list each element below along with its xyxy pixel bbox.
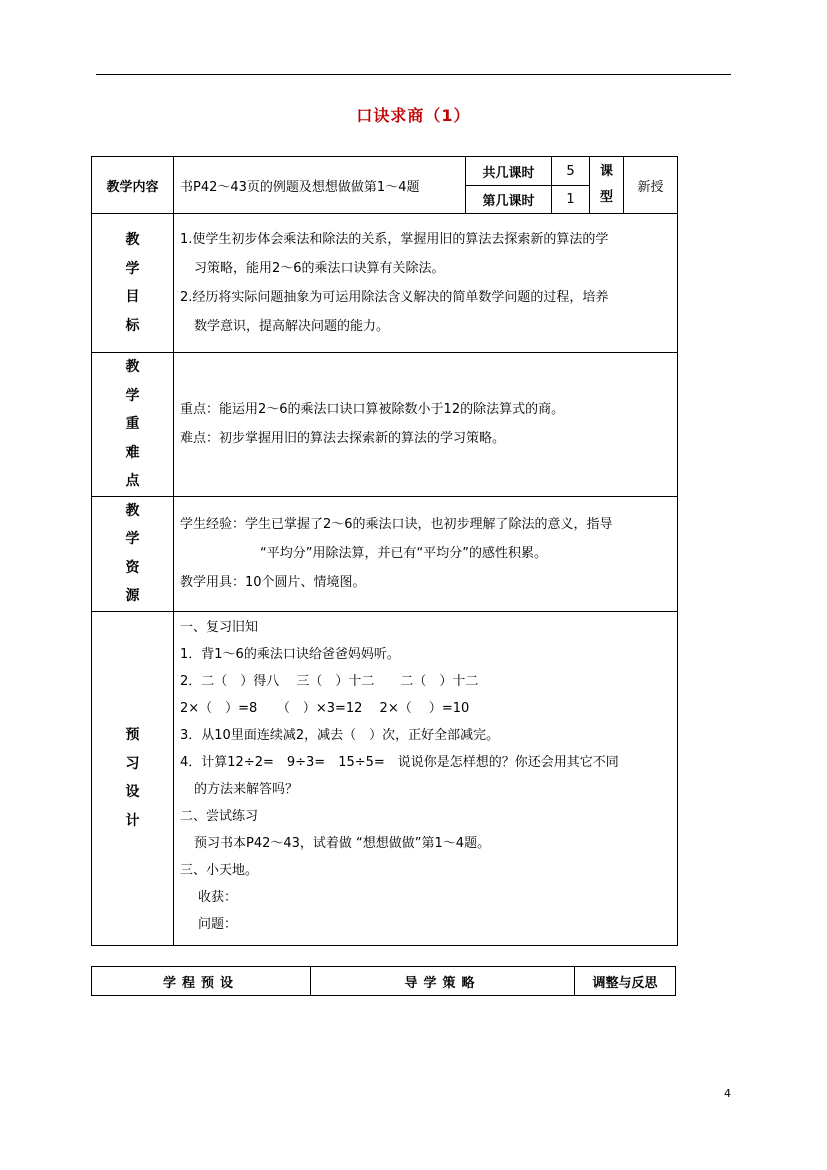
content-value: 书P42～43页的例题及想想做做第1～4题	[174, 157, 466, 214]
resources-line: 学生经验：学生已掌握了2～6的乘法口诀，也初步理解了除法的意义，指导	[180, 517, 613, 532]
content-label: 教学内容	[92, 157, 174, 214]
preview-line: 2×（ ）=8 （ ）×3=12 2×（ ）=10	[180, 700, 470, 716]
preview-line: 的方法来解答吗？	[194, 781, 299, 797]
preview-label: 预 习 设 计	[92, 611, 174, 945]
lesson-type-label-1: 课	[599, 164, 613, 179]
goals-line: 数学意识，提高解决问题的能力。	[194, 319, 390, 334]
keypoints-line: 难点：初步掌握用旧的算法去探索新的算法的学习策略。	[180, 431, 506, 447]
lesson-plan-table	[91, 156, 678, 946]
resources-content	[174, 496, 678, 611]
keypoints-label: 教 学 重 难 点	[92, 353, 174, 497]
goals-line: 习策略，能用2～6的乘法口诀算有关除法。	[194, 261, 445, 276]
page-number: 4	[724, 1087, 731, 1100]
footer-table	[91, 966, 676, 996]
resources-label: 教 学 资 源	[92, 496, 174, 611]
preview-line: 二、尝试练习	[180, 808, 259, 824]
goals-content	[174, 214, 678, 353]
current-lesson-value: 1	[552, 186, 590, 214]
keypoints-line: 重点：能运用2～6的乘法口诀口算被除数小于12的除法算式的商。	[180, 402, 565, 418]
footer-col-reflection: 调整与反思	[575, 967, 676, 996]
lesson-type-label	[590, 157, 624, 214]
keypoints-content	[174, 353, 678, 497]
goals-line: 1.使学生初步体会乘法和除法的关系，掌握用旧的算法去探索新的算法的学	[180, 232, 609, 247]
preview-line: 收获：	[198, 889, 238, 905]
goals-label: 教 学 目 标	[92, 214, 174, 353]
header-rule	[96, 74, 731, 75]
total-lessons-label: 共几课时	[466, 157, 552, 186]
preview-line: 三、小天地。	[180, 862, 259, 878]
preview-content	[174, 611, 678, 945]
preview-line: 问题：	[198, 916, 238, 932]
preview-line: 4．计算12÷2= 9÷3= 15÷5= 说说你是怎样想的？你还会用其它不同	[180, 754, 619, 770]
footer-col-strategy: 导学策略	[311, 967, 575, 996]
resources-line: “平均分”用除法算，并已有“平均分”的感性积累。	[260, 546, 547, 561]
preview-line: 预习书本P42～43，试着做 “想想做做”第1～4题。	[194, 835, 491, 851]
resources-line: 教学用具：10个圆片、情境图。	[180, 575, 366, 590]
page-title: 口诀求商（1）	[356, 106, 471, 125]
preview-line: 一、复习旧知	[180, 619, 259, 635]
lesson-type-value: 新授	[624, 157, 678, 214]
footer-col-process: 学程预设	[92, 967, 311, 996]
preview-line: 3．从10里面连续减2，减去（ ）次，正好全部减完。	[180, 727, 500, 743]
preview-line: 1．背1～6的乘法口诀给爸爸妈妈听。	[180, 646, 400, 662]
lesson-type-label-2: 型	[599, 190, 613, 205]
total-lessons-value: 5	[552, 157, 590, 186]
goals-line: 2.经历将实际问题抽象为可运用除法含义解决的简单数学问题的过程，培养	[180, 290, 609, 305]
preview-line: 2．二（ ）得八 三（ ）十二 二（ ）十二	[180, 673, 479, 689]
current-lesson-label: 第几课时	[466, 186, 552, 214]
